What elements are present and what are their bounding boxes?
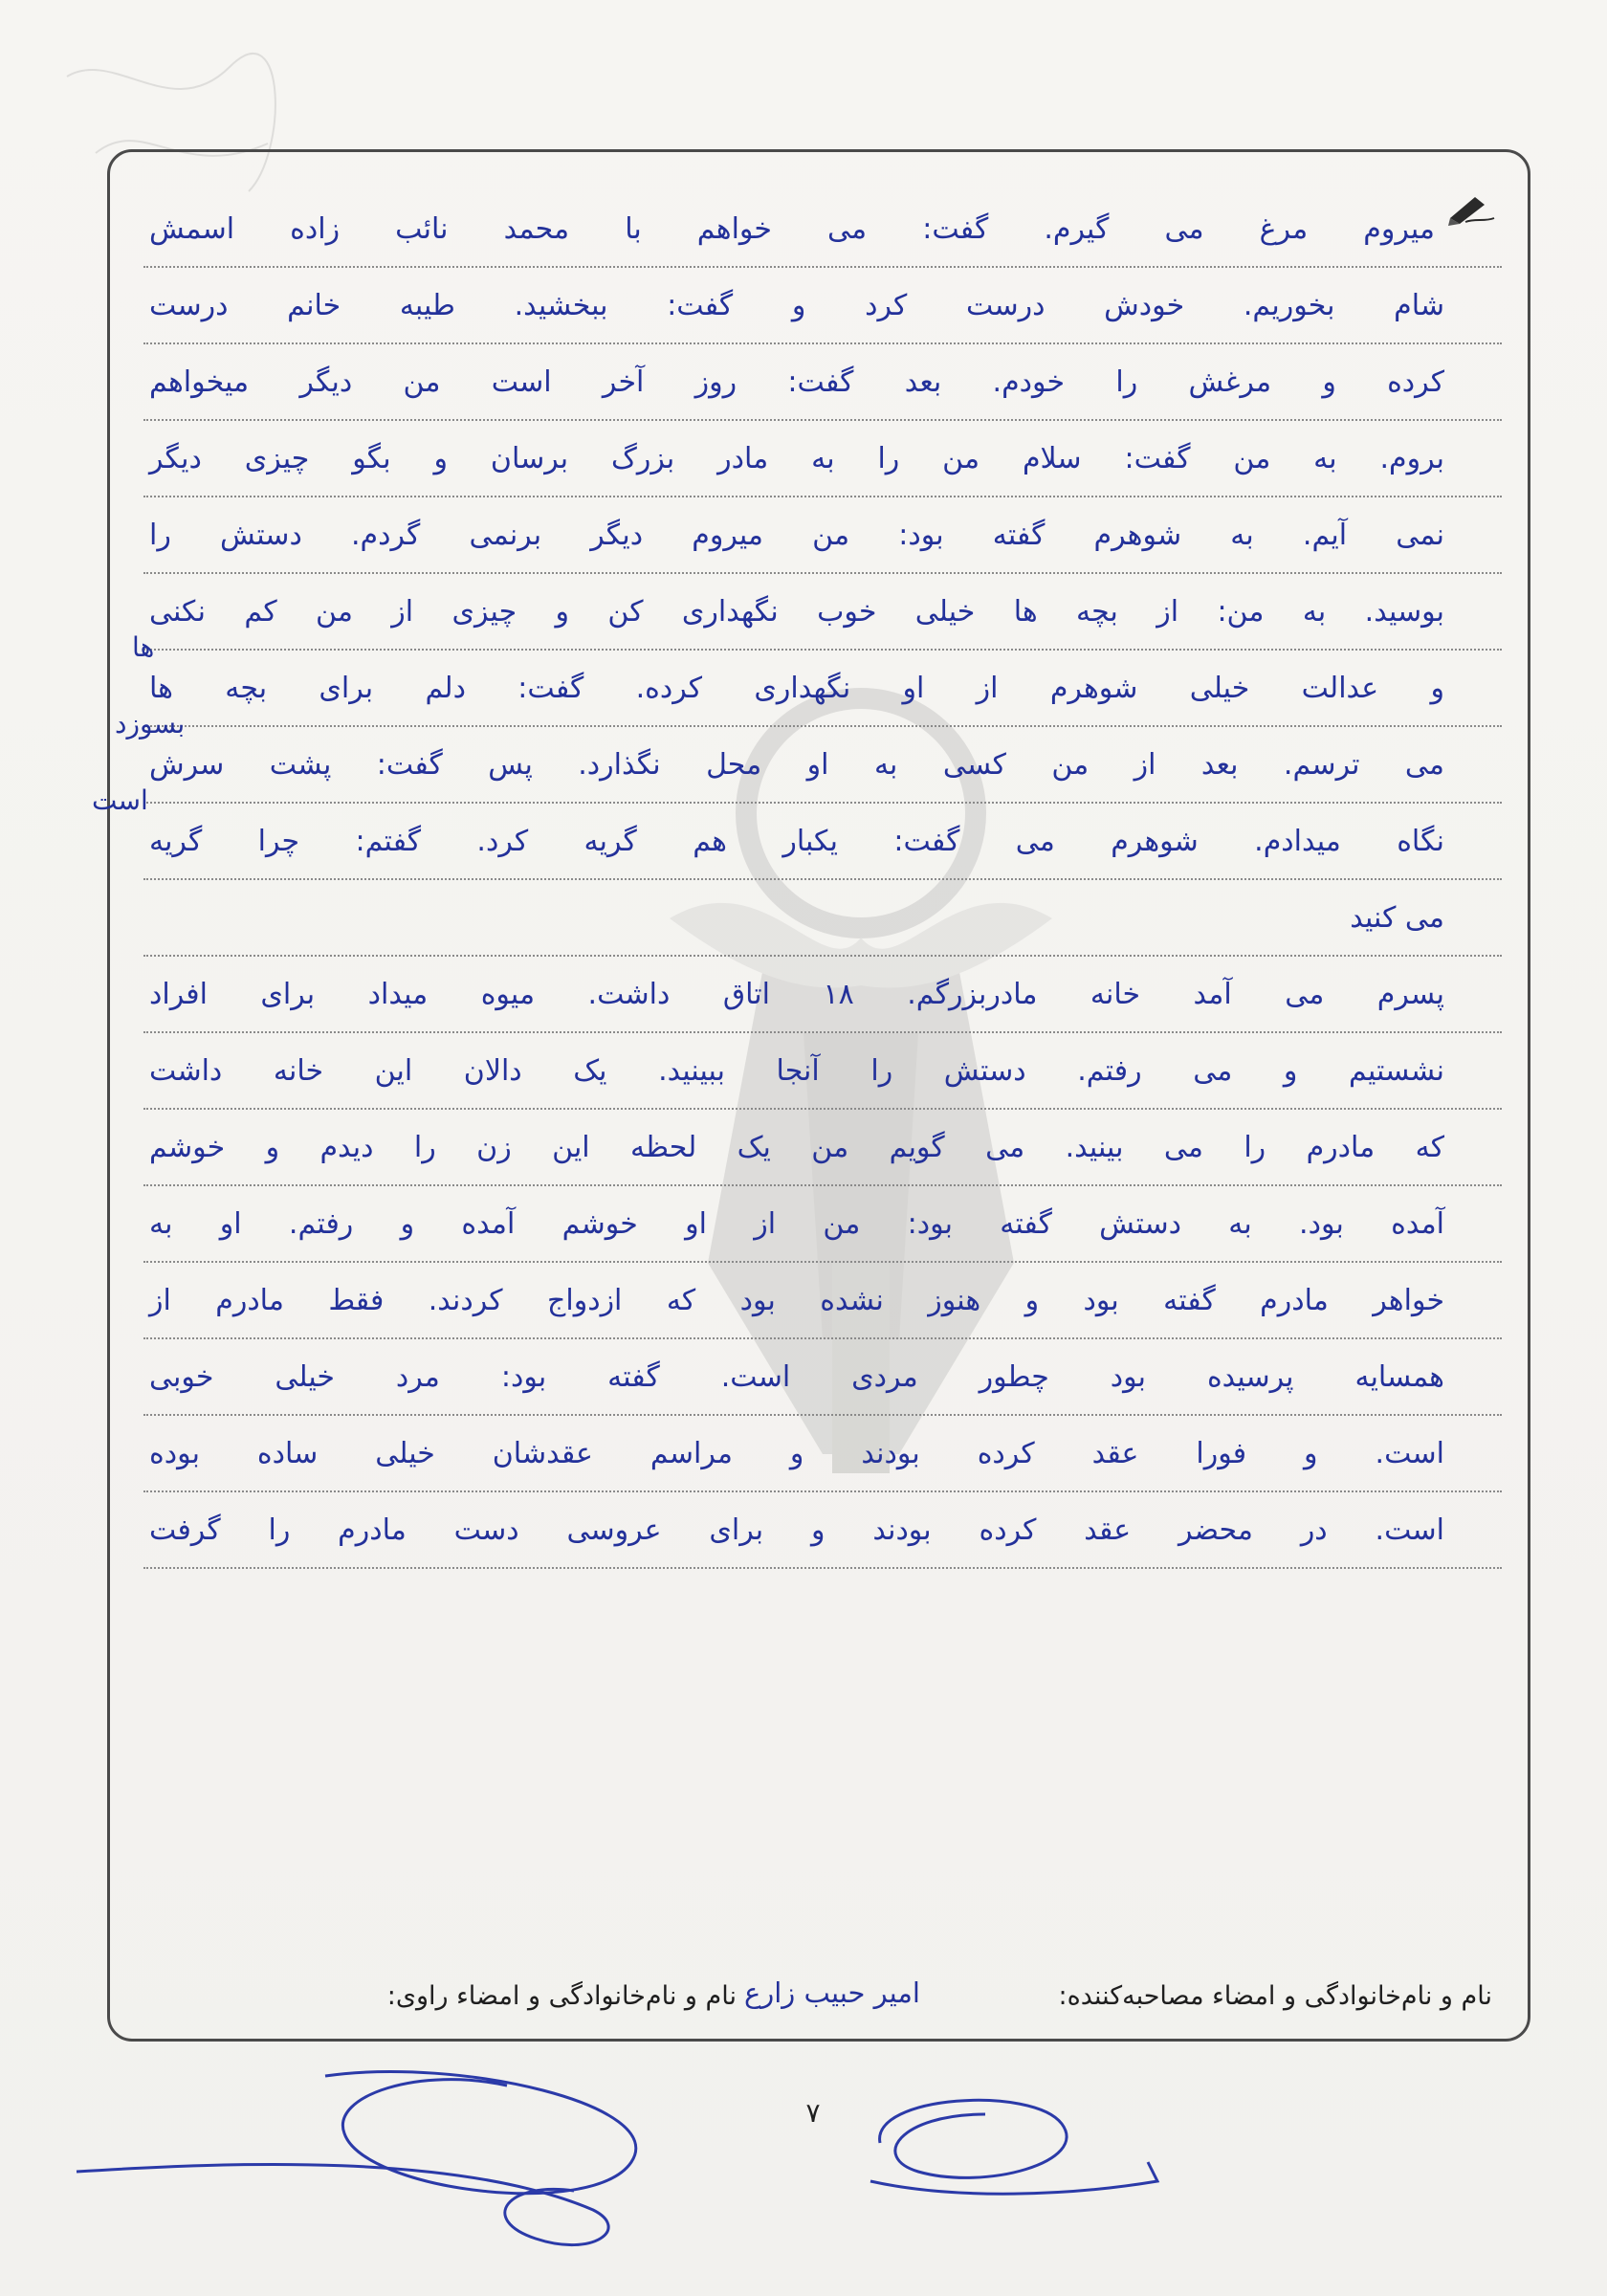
text-line: است. و فورا عقد کرده بودند و مراسم عقدشان خیلی ساده بوده: [143, 1416, 1502, 1492]
text-line: و عدالت خیلی شوهرم از او نگهداری کرده. گفت: دلم برای بچه ها: [143, 651, 1502, 727]
text-line: شام بخوریم. خودش درست کرد و گفت: ببخشید. طیبه خانم درست: [143, 268, 1502, 344]
text-line: همسایه پرسیده بود چطور مردی است. گفته بود: مرد خیلی خوبی: [143, 1339, 1502, 1416]
text-line: کرده و مرغش را خودم. بعد گفت: روز آخر است من دیگر میخواهم: [143, 344, 1502, 421]
text-line: آمده بود. به دستش گفته بود: من از او خوشم آمده و رفتم. او به: [143, 1186, 1502, 1263]
text-line: که مادرم را می بینید. می گویم من یک لحظه این زن را دیدم و خوشم: [143, 1110, 1502, 1186]
text-line: است. در محضر عقد کرده بودند و برای عروسی دست مادرم را گرفت: [143, 1492, 1502, 1569]
text-line: نمی آیم. به شوهرم گفته بود: من میروم دیگر برنمی گردم. دستش را: [143, 497, 1502, 574]
text-line: نگاه میدادم. شوهرم می گفت: یکبار هم گریه کرد. گفتم: چرا گریه: [143, 804, 1502, 880]
handwritten-lines: [143, 191, 1502, 1952]
narrator-label: نام و نام‌خانوادگی و امضاء راوی:: [386, 1981, 737, 2011]
margin-note: ها: [132, 631, 155, 663]
narrator-signature: [57, 2047, 650, 2267]
interviewer-signature: [842, 2076, 1167, 2210]
text-line: بروم. به من گفت: سلام من را به مادر بزرگ برسان و بگو چیزی دیگر: [143, 421, 1502, 497]
margin-note: است: [92, 784, 148, 816]
text-line: پسرم می آمد خانه مادربزرگم. ۱۸ اتاق داشت. میوه میداد برای افراد: [143, 957, 1502, 1033]
interviewer-label: نام و نام‌خانوادگی و امضاء مصاحبه‌کننده:: [1058, 1981, 1492, 2011]
text-line: میروم مرغ می گیرم. گفت: می خواهم با محمد نائب زاده اسمش: [143, 191, 1502, 268]
text-line: خواهر مادرم گفته بود و هنوز نشده بود که ازدواج کردند. فقط مادرم از: [143, 1263, 1502, 1339]
interviewer-name: امیر حبیب زارع: [743, 1976, 920, 2009]
text-line: نشستیم و می رفتم. دستش را آنجا ببینید. یک دالان این خانه داشت: [143, 1033, 1502, 1110]
margin-note: بسوزد: [115, 708, 186, 740]
signature-footer: [143, 1973, 1502, 2020]
text-line: می کنید: [143, 880, 1502, 957]
page-number: ۷: [805, 2097, 821, 2129]
text-line: بوسید. به من: از بچه ها خیلی خوب نگهداری کن و چیزی از من کم نکنی: [143, 574, 1502, 651]
text-line: می ترسم. بعد از من کسی به او محل نگذارد. پس گفت: پشت سرش: [143, 727, 1502, 804]
